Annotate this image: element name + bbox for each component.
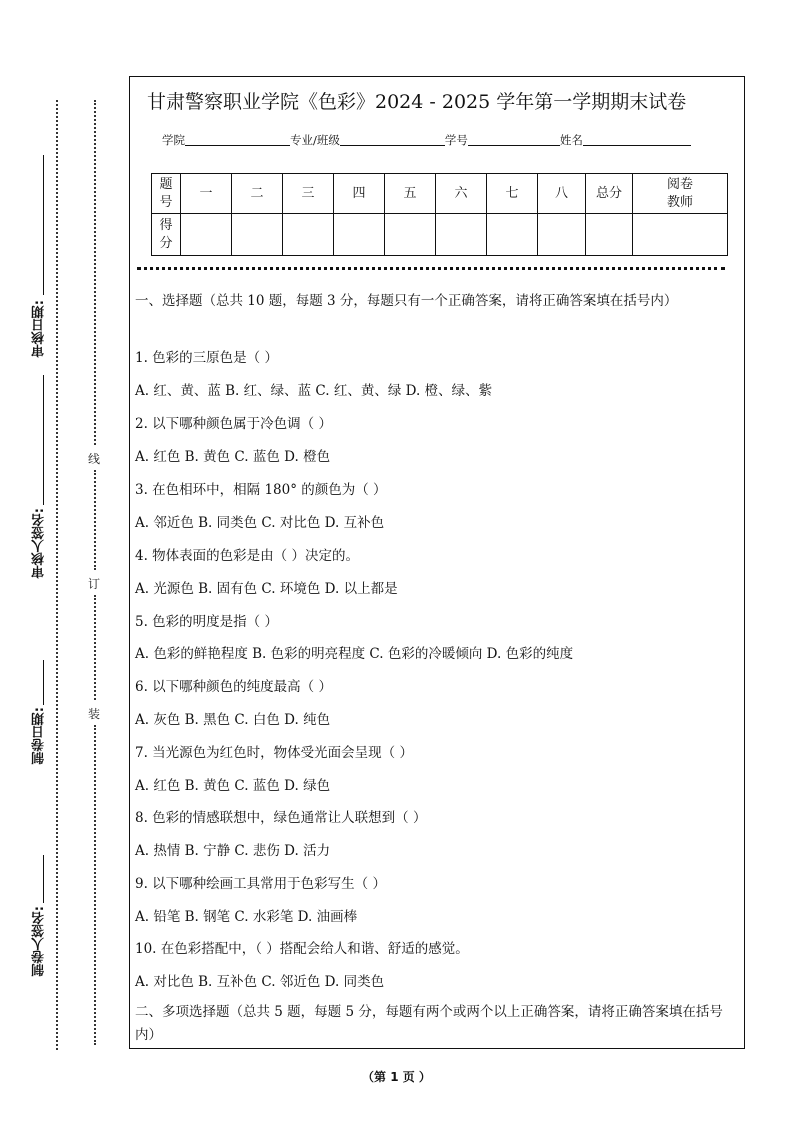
score-cell-7[interactable] <box>487 214 538 256</box>
head-cell-question-no <box>152 174 181 214</box>
question-options: A. 灰色 B. 黑色 C. 白色 D. 纯色 <box>135 712 331 728</box>
score-cell-total[interactable] <box>586 214 633 256</box>
exam-title: 甘肃警察职业学院《色彩》2024 - 2025 学年第一学期期末试卷 <box>147 91 687 113</box>
score-cell-teacher[interactable] <box>633 214 728 256</box>
score-cell-4[interactable] <box>334 214 385 256</box>
head-q-line1: 题 <box>159 176 173 192</box>
question-text: 1. 色彩的三原色是（ ） <box>135 350 278 366</box>
question-text: 10. 在色彩搭配中，（ ）搭配会给人和谐、舒适的感觉。 <box>135 941 469 957</box>
binding-line-right-3 <box>94 595 96 700</box>
reviewer-sign-label: 审核人签名: <box>32 508 47 579</box>
question-text: 3. 在色相环中，相隔 180° 的颜色为（ ） <box>135 482 387 498</box>
binding-line-left <box>56 100 58 1050</box>
binding-line-right-2 <box>94 470 96 570</box>
major-field[interactable] <box>340 132 445 146</box>
question-text: 9. 以下哪种绘画工具常用于色彩写生（ ） <box>135 876 386 892</box>
head-q-line2: 号 <box>159 194 173 210</box>
head-cell: 八 <box>538 174 586 214</box>
student-no-field[interactable] <box>468 132 560 146</box>
question-text: 6. 以下哪种颜色的纯度最高（ ） <box>135 679 332 695</box>
score-table-score-row <box>152 214 728 256</box>
score-label-line1: 得 <box>159 217 173 233</box>
score-cell-3[interactable] <box>283 214 334 256</box>
head-cell: 四 <box>334 174 385 214</box>
student-info-row <box>162 132 691 148</box>
gutter-char-ding: 订 <box>88 577 101 591</box>
name-field[interactable] <box>583 132 691 146</box>
question-options: A. 热情 B. 宁静 C. 悲伤 D. 活力 <box>135 843 331 859</box>
head-teacher-line2: 教师 <box>666 194 693 210</box>
question-options: A. 色彩的鲜艳程度 B. 色彩的明亮程度 C. 色彩的冷暖倾向 D. 色彩的纯度 <box>135 646 574 662</box>
head-cell: 七 <box>487 174 538 214</box>
question-options: A. 红、黄、蓝 B. 红、绿、蓝 C. 红、黄、绿 D. 橙、绿、紫 <box>135 383 493 399</box>
question-options: A. 红色 B. 黄色 C. 蓝色 D. 橙色 <box>135 449 331 465</box>
score-cell-5[interactable] <box>385 214 436 256</box>
question-text: 4. 物体表面的色彩是由（ ）决定的。 <box>135 548 359 564</box>
head-cell: 六 <box>436 174 487 214</box>
binding-line-right-4 <box>94 725 96 1045</box>
question-text: 5. 色彩的明度是指（ ） <box>135 614 278 630</box>
binding-line-right <box>94 100 96 445</box>
head-cell-teacher <box>633 174 728 214</box>
make-date-label: 制卷日期: <box>32 707 47 765</box>
make-date-line <box>43 660 44 705</box>
score-cell-1[interactable] <box>181 214 232 256</box>
major-label: 专业/班级 <box>290 133 340 147</box>
college-field[interactable] <box>185 132 290 146</box>
question-options: A. 光源色 B. 固有色 C. 环境色 D. 以上都是 <box>135 581 398 597</box>
score-table <box>151 173 728 256</box>
head-cell: 三 <box>283 174 334 214</box>
page-number: （第 1 页 ） <box>362 1070 431 1084</box>
head-cell: 一 <box>181 174 232 214</box>
gutter-char-xian: 线 <box>88 452 101 466</box>
score-label-cell <box>152 214 181 256</box>
question-text: 7. 当光源色为红色时，物体受光面会呈现（ ） <box>135 745 413 761</box>
question-options: A. 红色 B. 黄色 C. 蓝色 D. 绿色 <box>135 778 331 794</box>
score-table-head-row <box>152 174 728 214</box>
head-cell-total: 总分 <box>586 174 633 214</box>
maker-sign-line <box>43 855 44 903</box>
question-text: 2. 以下哪种颜色属于冷色调（ ） <box>135 416 332 432</box>
college-label: 学院 <box>162 133 185 147</box>
score-cell-2[interactable] <box>232 214 283 256</box>
head-cell: 二 <box>232 174 283 214</box>
header-separator <box>137 267 725 270</box>
section-one-title: 一、选择题（总共 10 题，每题 3 分，每题只有一个正确答案，请将正确答案填在括号内） <box>135 293 678 309</box>
student-no-label: 学号 <box>444 133 468 147</box>
score-cell-6[interactable] <box>436 214 487 256</box>
question-options: A. 对比色 B. 互补色 C. 邻近色 D. 同类色 <box>135 974 385 990</box>
gutter-char-zhuang: 装 <box>88 707 101 721</box>
maker-sign-label: 制卷人签名: <box>32 906 47 977</box>
review-date-line <box>43 155 44 295</box>
head-cell: 五 <box>385 174 436 214</box>
head-teacher-line1: 阅卷 <box>666 176 693 192</box>
review-date-label: 审核日期: <box>32 300 47 358</box>
score-label-line2: 分 <box>159 235 173 251</box>
question-text: 8. 色彩的情感联想中，绿色通常让人联想到（ ） <box>135 810 427 826</box>
reviewer-sign-line <box>43 375 44 505</box>
question-options: A. 铅笔 B. 钢笔 C. 水彩笔 D. 油画棒 <box>135 909 358 925</box>
name-label: 姓名 <box>559 133 583 147</box>
section-two-title: 二、多项选择题（总共 5 题，每题 5 分，每题有两个或两个以上正确答案，请将正确答案填在括号内） <box>135 1004 723 1043</box>
question-options: A. 邻近色 B. 同类色 C. 对比色 D. 互补色 <box>135 515 385 531</box>
score-cell-8[interactable] <box>538 214 586 256</box>
